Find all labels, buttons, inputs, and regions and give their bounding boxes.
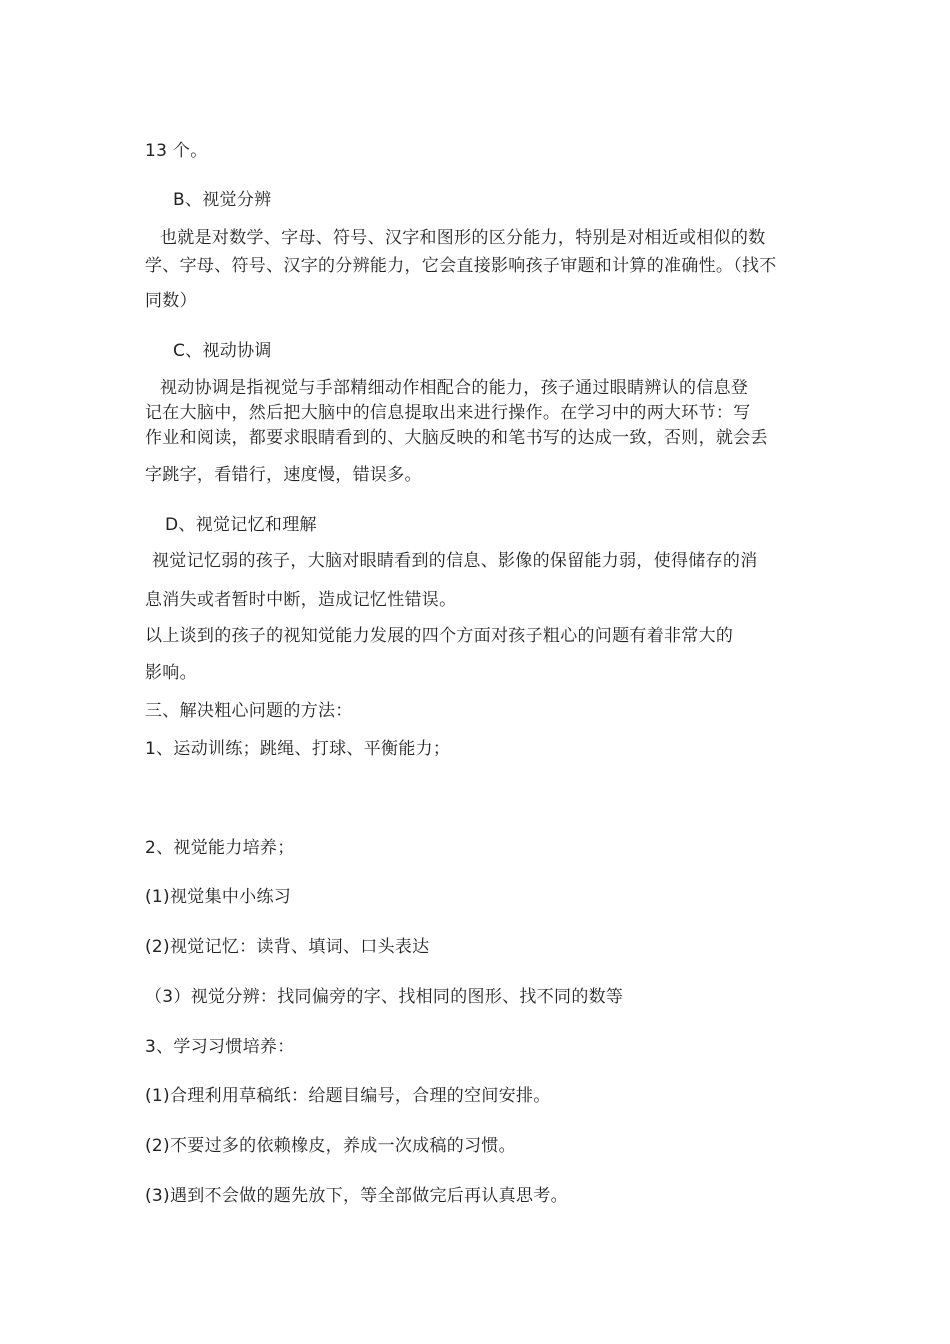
text-line: 同数） bbox=[145, 291, 197, 311]
list-item: 1、运动训练；跳绳、打球、平衡能力； bbox=[145, 739, 451, 759]
list-item: (3)遇到不会做的题先放下，等全部做完后再认真思考。 bbox=[145, 1186, 568, 1206]
text-line: 记在大脑中，然后把大脑中的信息提取出来进行操作。在学习中的两大环节：写 bbox=[145, 403, 751, 423]
list-item: (1)视觉集中小练习 bbox=[145, 887, 292, 907]
section-heading-c: C、视动协调 bbox=[173, 341, 272, 361]
text-line: 字跳字，看错行，速度慢，错误多。 bbox=[145, 465, 422, 485]
section-heading-three: 三、解决粗心问题的方法： bbox=[145, 701, 353, 721]
text-line: 作业和阅读，都要求眼睛看到的、大脑反映的和笔书写的达成一致，否则，就会丢 bbox=[145, 428, 768, 448]
text-line: 影响。 bbox=[145, 663, 197, 683]
text-line: 学、字母、符号、汉字的分辨能力，它会直接影响孩子审题和计算的准确性。（找不 bbox=[145, 256, 777, 276]
list-item: （3）视觉分辨：找同偏旁的字、找相同的图形、找不同的数等 bbox=[145, 987, 624, 1007]
text-line: 息消失或者暂时中断，造成记忆性错误。 bbox=[145, 590, 457, 610]
list-item: 2、视觉能力培养； bbox=[145, 838, 295, 858]
section-heading-b: B、视觉分辨 bbox=[173, 190, 272, 210]
section-heading-d: D、视觉记忆和理解 bbox=[165, 515, 317, 535]
list-item: (2)视觉记忆：读背、填词、口头表达 bbox=[145, 937, 430, 957]
list-item: (1)合理利用草稿纸：给题目编号，合理的空间安排。 bbox=[145, 1086, 551, 1106]
text-line: 以上谈到的孩子的视知觉能力发展的四个方面对孩子粗心的问题有着非常大的 bbox=[145, 626, 734, 646]
list-item: (2)不要过多的依赖橡皮，养成一次成稿的习惯。 bbox=[145, 1136, 516, 1156]
text-line: 视觉记忆弱的孩子，大脑对眼睛看到的信息、影像的保留能力弱，使得储存的消 bbox=[152, 551, 758, 571]
list-item: 3、学习习惯培养： bbox=[145, 1037, 295, 1057]
text-line: 视动协调是指视觉与手部精细动作相配合的能力，孩子通过眼睛辨认的信息登 bbox=[160, 378, 749, 398]
text-line: 13 个。 bbox=[145, 141, 208, 161]
text-line: 也就是对数学、字母、符号、汉字和图形的区分能力，特别是对相近或相似的数 bbox=[160, 228, 766, 248]
